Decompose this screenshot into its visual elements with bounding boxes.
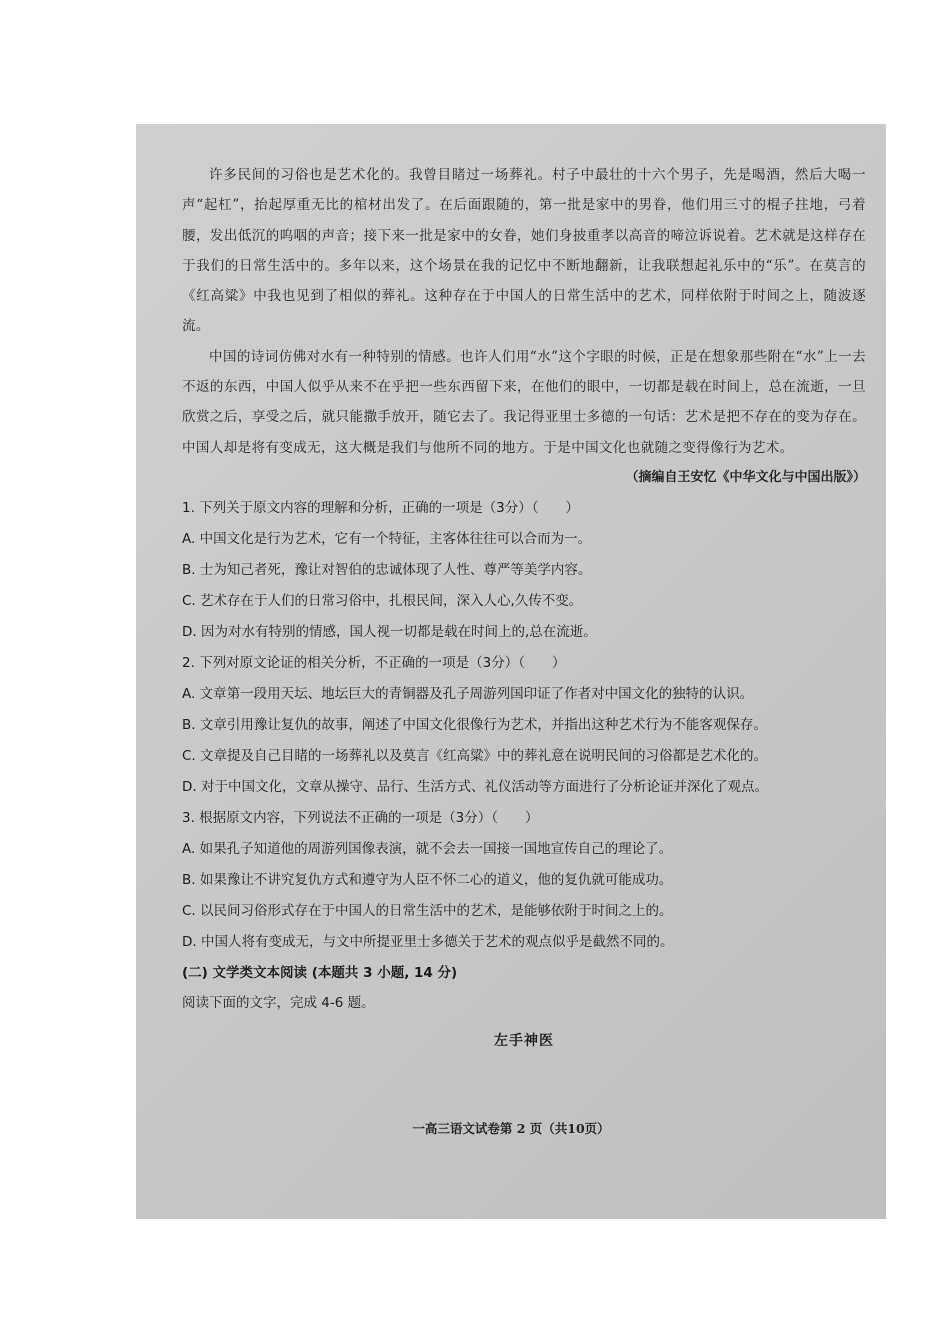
story-title: 左手神医 bbox=[494, 1032, 554, 1049]
question-stem: 3. 根据原文内容，下列说法不正确的一项是（3分）（ ） bbox=[182, 809, 539, 826]
option-b: B. 如果豫让不讲究复仇方式和遵守为人臣不怀二心的道义，他的复仇就可能成功。 bbox=[182, 871, 673, 888]
option-a: A. 如果孔子知道他的周游列国像表演，就不会去一国接一国地宣传自己的理论了。 bbox=[182, 840, 673, 857]
option-d: D. 中国人将有变成无，与文中所提亚里士多德关于艺术的观点似乎是截然不同的。 bbox=[182, 933, 674, 950]
option-d: D. 对于中国文化，文章从操守、品行、生活方式、礼仪活动等方面进行了分析论证并深化了观点。 bbox=[182, 778, 768, 795]
option-c: C. 文章提及自己目睹的一场葬礼以及莫言《红高粱》中的葬礼意在说明民间的习俗都是艺术化的。 bbox=[182, 747, 768, 764]
question-stem: 2. 下列对原文论证的相关分析，不正确的一项是（3分）（ ） bbox=[182, 654, 566, 671]
question-2 bbox=[182, 648, 866, 803]
section-instruction: 阅读下面的文字，完成 4-6 题。 bbox=[182, 994, 375, 1011]
page-footer: 一高三语文试卷第 2 页（共10页） bbox=[412, 1121, 610, 1136]
passage-paragraph-1: 许多民间的习俗也是艺术化的。我曾目睹过一场葬礼。村子中最壮的十六个男子，先是喝酒，然后大喝一声“起杠”，抬起厚重无比的棺材出发了。在后面跟随的，第一批是家中的男眷，他们用三寸的棍子拄地，弓着腰，发出低沉的呜咽的声音；接下来一批是家中的女眷，她们身披重孝以高音的啼泣诉说着。艺术就是这样存在于我们的日常生活中的。多年以来，这个场景在我的记忆中不断地翻新，让我联想起礼乐中的“乐”。在莫言的《红高粱》中我也见到了相似的葬礼。这种存在于中国人的日常生活中的艺术，同样依附于时间之上，随波逐流。 bbox=[182, 167, 866, 335]
page-content bbox=[182, 160, 866, 1050]
passage-paragraph-2: 中国的诗词仿佛对水有一种特别的情感。也许人们用“水”这个字眼的时候，正是在想象那些附在“水”上一去不返的东西，中国人似乎从来不在乎把一些东西留下来，在他们的眼中，一切都是载在时间上，总在流逝，一旦欣赏之后，享受之后，就只能撒手放开，随它去了。我记得亚里士多德的一句话：艺术是把不存在的变为存在。中国人却是将有变成无，这大概是我们与他所不同的地方。于是中国文化也就随之变得像行为艺术。 bbox=[182, 348, 866, 456]
question-stem: 1. 下列关于原文内容的理解和分析，正确的一项是（3分）（ ） bbox=[182, 499, 580, 516]
option-c: C. 艺术存在于人们的日常习俗中，扎根民间，深入人心,久传不变。 bbox=[182, 592, 583, 609]
exam-page-photo bbox=[136, 124, 886, 1219]
option-c: C. 以民间习俗形式存在于中国人的日常生活中的艺术，是能够依附于时间之上的。 bbox=[182, 902, 673, 919]
option-d: D. 因为对水有特别的情感，国人视一切都是载在时间上的,总在流逝。 bbox=[182, 623, 597, 640]
question-1 bbox=[182, 493, 866, 648]
option-b: B. 士为知己者死，豫让对智伯的忠诚体现了人性、尊严等美学内容。 bbox=[182, 561, 592, 578]
question-3 bbox=[182, 803, 866, 958]
section-heading: (二) 文学类文本阅读 (本题共 3 小题, 14 分) bbox=[182, 964, 458, 981]
option-a: A. 中国文化是行为艺术，它有一个特征，主客体往往可以合而为一。 bbox=[182, 530, 592, 547]
option-b: B. 文章引用豫让复仇的故事，阐述了中国文化很像行为艺术，并指出这种艺术行为不能客观保存。 bbox=[182, 716, 767, 733]
option-a: A. 文章第一段用天坛、地坛巨大的青铜器及孔子周游列国印证了作者对中国文化的独特的认识。 bbox=[182, 685, 754, 702]
passage-source: （摘编自王安忆《中华文化与中国出版》） bbox=[625, 469, 866, 485]
